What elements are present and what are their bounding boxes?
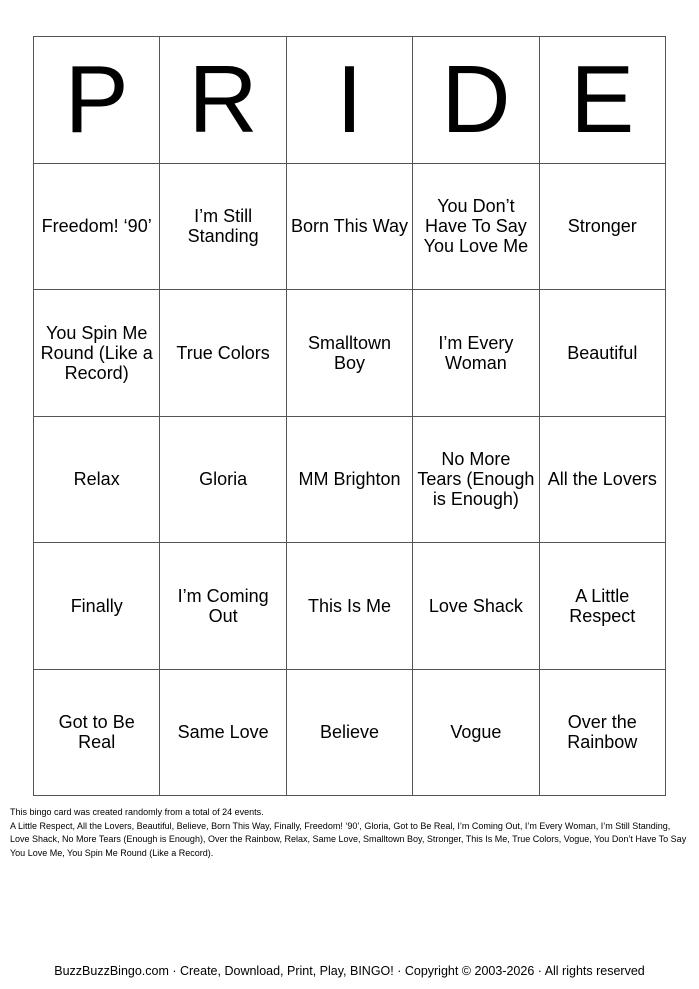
bingo-cell: Finally xyxy=(34,543,160,670)
bingo-cell: Stronger xyxy=(540,164,666,291)
header-letter: I xyxy=(336,45,363,153)
bingo-cell: Gloria xyxy=(160,417,286,544)
bingo-cell: Over the Rainbow xyxy=(540,670,666,797)
bingo-cell: Same Love xyxy=(160,670,286,797)
card-info xyxy=(10,806,690,860)
page-footer: BuzzBuzzBingo.com · Create, Download, Print, Play, BINGO! · Copyright © 2003-2026 · All rights reserved xyxy=(54,964,645,978)
bingo-cell: All the Lovers xyxy=(540,417,666,544)
header-letter: E xyxy=(570,45,635,153)
bingo-cell: I’m Coming Out xyxy=(160,543,286,670)
bingo-cell: You Don’t Have To Say You Love Me xyxy=(413,164,539,291)
card-info-summary: This bingo card was created randomly from a total of 24 events. xyxy=(10,807,264,817)
header-letter: D xyxy=(441,45,511,153)
bingo-cell: Got to Be Real xyxy=(34,670,160,797)
card-info-event-list: A Little Respect, All the Lovers, Beautiful, Believe, Born This Way, Finally, Freedom! ‘90’, Gloria, Got to Be Real, I’m Coming Out, I’m Every Woman, I’m Still Standing, Love Shack, No More Tears (Enough is Enough), Over the Rainbow, Relax, Same Love, Smalltown Boy, Stronger, This Is Me, True Colors, Vogue, You Don’t Have To Say You Love Me, You Spin Me Round (Like a Record). xyxy=(10,820,687,858)
bingo-cell: You Spin Me Round (Like a Record) xyxy=(34,290,160,417)
bingo-cell: Love Shack xyxy=(413,543,539,670)
header-letter-i xyxy=(287,37,413,164)
bingo-cell: Freedom! ‘90’ xyxy=(34,164,160,291)
bingo-cell: True Colors xyxy=(160,290,286,417)
header-letter: P xyxy=(64,45,129,153)
bingo-cell: I’m Still Standing xyxy=(160,164,286,291)
bingo-cell: A Little Respect xyxy=(540,543,666,670)
bingo-card xyxy=(33,36,666,796)
header-letter-r xyxy=(160,37,286,164)
header-letter-d xyxy=(413,37,539,164)
bingo-cell: Vogue xyxy=(413,670,539,797)
bingo-cell: MM Brighton xyxy=(287,417,413,544)
bingo-cell: Relax xyxy=(34,417,160,544)
bingo-cell: This Is Me xyxy=(287,543,413,670)
bingo-cell: Believe xyxy=(287,670,413,797)
bingo-cell: I’m Every Woman xyxy=(413,290,539,417)
bingo-cell: No More Tears (Enough is Enough) xyxy=(413,417,539,544)
header-letter: R xyxy=(188,45,258,153)
bingo-cell: Beautiful xyxy=(540,290,666,417)
header-letter-e xyxy=(540,37,666,164)
bingo-cell: Born This Way xyxy=(287,164,413,291)
bingo-cell: Smalltown Boy xyxy=(287,290,413,417)
header-letter-p xyxy=(34,37,160,164)
